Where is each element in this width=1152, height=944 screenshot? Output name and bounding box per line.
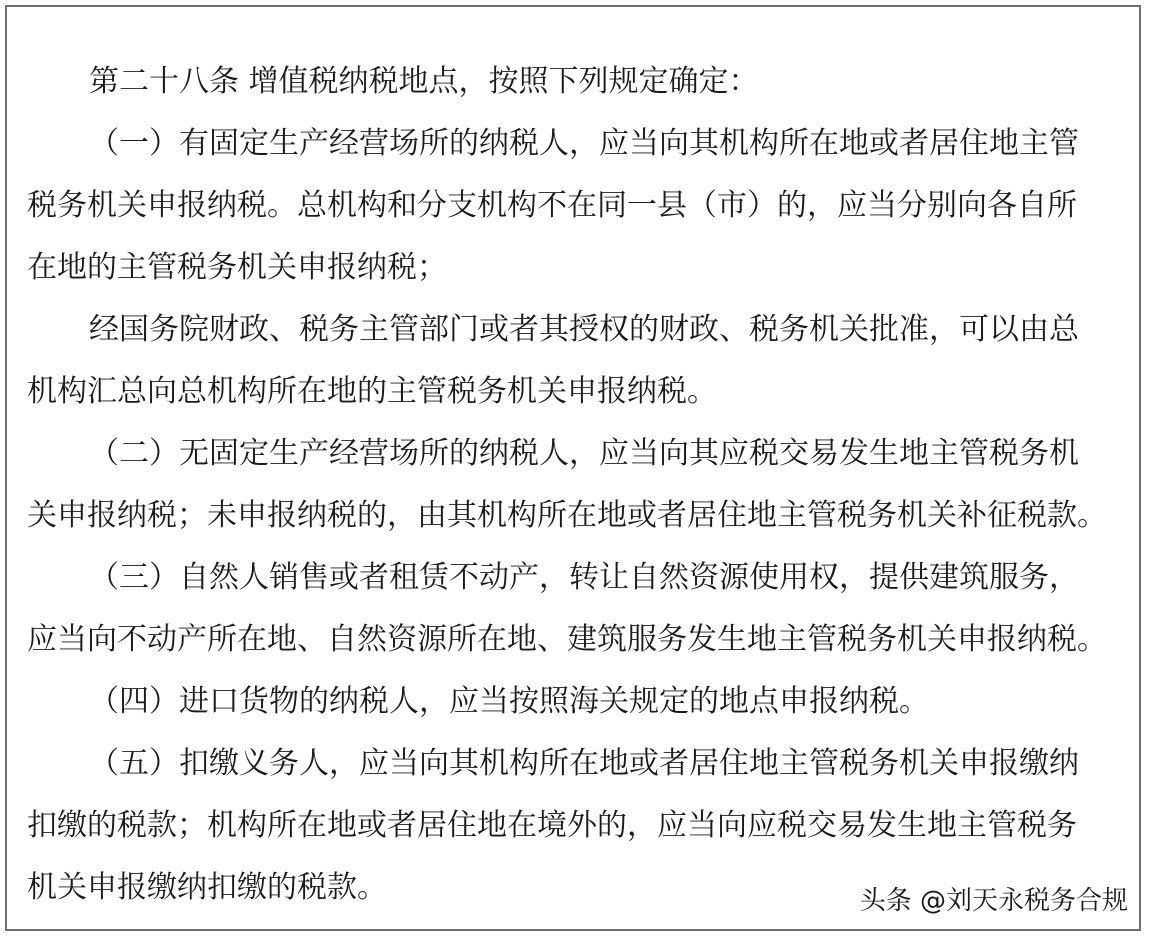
clause-5-line-2: 扣缴的税款；机构所在地或者居住地在境外的，应当向应税交易发生地主管税务 — [27, 808, 1077, 843]
clause-3-line-2: 应当向不动产所在地、自然资源所在地、建筑服务发生地主管税务机关申报纳税。 — [27, 622, 1107, 657]
clause-1-line-2: 税务机关申报纳税。总机构和分支机构不在同一县（市）的，应当分别向各自所 — [27, 188, 1077, 223]
document-frame — [5, 5, 1141, 931]
clause-5-line-1: （五）扣缴义务人，应当向其机构所在地或者居住地主管税务机关申报缴纳 — [89, 746, 1079, 781]
clause-4-line-1: （四）进口货物的纳税人，应当按照海关规定的地点申报纳税。 — [89, 684, 929, 719]
clause-2-line-2: 关申报纳税；未申报纳税的，由其机构所在地或者居住地主管税务机关补征税款。 — [27, 498, 1107, 533]
clause-3-line-1: （三）自然人销售或者租赁不动产，转让自然资源使用权，提供建筑服务， — [89, 560, 1079, 595]
clause-2-line-1: （二）无固定生产经营场所的纳税人，应当向其应税交易发生地主管税务机 — [89, 436, 1079, 471]
clause-1-para-2-line-2: 机构汇总向总机构所在地的主管税务机关申报纳税。 — [27, 374, 717, 409]
clause-5-line-3: 机关申报缴纳扣缴的税款。 — [27, 870, 387, 905]
article-heading: 第二十八条 增值税纳税地点，按照下列规定确定： — [89, 64, 759, 99]
clause-1-line-1: （一）有固定生产经营场所的纳税人，应当向其机构所在地或者居住地主管 — [89, 126, 1079, 161]
clause-1-line-3: 在地的主管税务机关申报纳税； — [27, 250, 447, 285]
source-watermark: 头条 @刘天永税务合规 — [859, 886, 1128, 916]
clause-1-para-2-line-1: 经国务院财政、税务主管部门或者其授权的财政、税务机关批准，可以由总 — [89, 312, 1079, 347]
